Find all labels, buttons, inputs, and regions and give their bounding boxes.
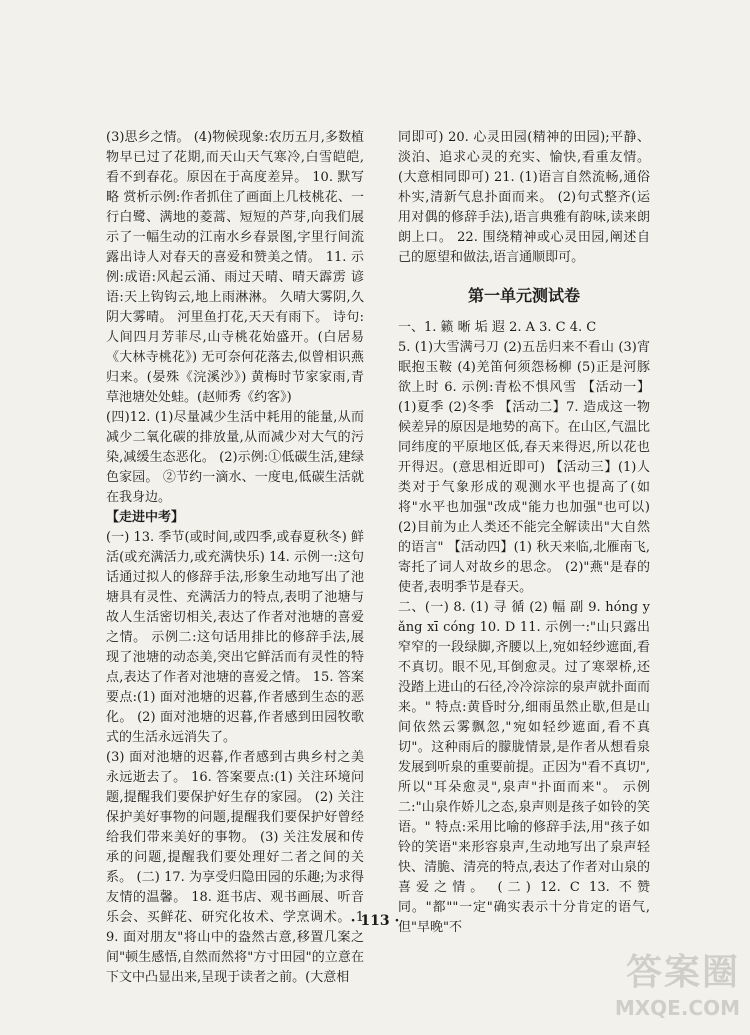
left-column xyxy=(106,128,364,988)
left-paragraph-4: (3) 面对池塘的迟暮,作者感到古典乡村之美永远逝去了。 16. 答案要点:(1) 关注环境问题,提醒我们要保护好生存的家园。 (2) 关注保护美好事物的问题,提醒我们要保护好曾经给我们带来美好的事物。 (3) 关注发展和传承的问题,提醒我们要处理好二者之间的关系。 (二) 17. 为享受归隐田园的乐趣;为求得友情的温馨。 18. 逛书店、观书画展、听音乐会、买鲜花、研究化妆术、学烹调术。 19. 面对朋友"将山中的盎然古意,移置几案之间"顿生感悟,自然而然将"方寸田园"的立意在下文中凸显出来,呈现于读者之前。(大意相 xyxy=(106,750,364,985)
right-paragraph-2: 5. (1)大雪满弓刀 (2)五岳归来不看山 (3)宵眠抱玉鞍 (4)羌笛何须怨杨柳 (5)正是河豚欲上时 6. 示例:青松不惧风雪 【活动一】(1)夏季 (2)冬季 【活动二】7. 造成这一物候差异的原因是地势的高下。在山区,气温比同纬度的平原地区低,春天来得迟,所以花也开得迟。(意思相近即可) 【活动三】(1)人类对于气象形成的观测水平也提高了(如将"水平也加强"改成"能力也加强"也可以) (2)目前为止人类还不能完全解读出"大自然的语言" 【活动四】(1) 秋天来临,北雁南飞,寄托了词人对故乡的思念。 (2)"燕"是春的使者,表明季节是春天。 xyxy=(398,340,650,595)
watermark-logo xyxy=(590,951,740,1029)
section-heading: 第一单元测试卷 xyxy=(467,286,580,305)
left-paragraph-1: (3)思乡之情。 (4)物候现象:农历五月,多数植物早已过了花期,而天山天气寒冷,白雪皑皑,看不到春花。原因在于高度差异。 10. 默写略 赏析示例:作者抓住了画面上几枝桃花、一行白鹭、满地的菱蒿、短短的芦芽,向我们展示了一幅生动的江南水乡春景图,字里行间流露出诗人对春天的喜爱和赞美之情。 11. 示例:成语:风起云涌、雨过天晴、晴天霹雳 谚语:天上钩钩云,地上雨淋淋。 久晴大雾阴,久阴大雾晴。 河里鱼打花,天天有雨下。 诗句:人间四月芳菲尽,山寺桃花始盛开。(白居易《大林寺桃花》) 无可奈何花落去,似曾相识燕归来。(晏殊《浣溪沙》) 黄梅时节家家雨,青草池塘处处蛙。(赵师秀《约客》) xyxy=(106,130,364,405)
right-paragraph-1: 一、1. 籁 晰 垢 遐 2. A 3. C 4. C xyxy=(398,320,597,335)
page-number: · 113 · xyxy=(350,913,400,929)
watermark-main: 答案圈 xyxy=(625,952,740,993)
section-label-zoujin-zhongkao: 【走进中考】 xyxy=(106,510,185,525)
right-paragraph-top: 同即可) 20. 心灵田园(精神的田园);平静、淡泊、追求心灵的充实、愉快,看重友情。(大意相同即可) 21. (1)语言自然流畅,通俗朴实,清新气息扑面而来。 (2)句式整齐(运用对偶的修辞手法),语言典雅有韵味,读来朗朗上口。 22. 围绕精神或心灵田园,阐述自己的愿望和做法,语言通顺即可。 xyxy=(398,130,650,265)
left-paragraph-3: (一) 13. 季节(或时间,或四季,或春夏秋冬) 鲜活(或充满活力,或充满快乐) 14. 示例一:这句话通过拟人的修辞手法,形象生动地写出了池塘具有灵性、充满活力的特点,表明了池塘与故人生活密切相关,表达了作者对池塘的喜爱之情。 示例二:这句话用排比的修辞手法,展现了池塘的动态美,突出它鲜活而有灵性的特点,表达了作者对池塘的喜爱之情。 15. 答案要点:(1) 面对池塘的迟暮,作者感到生态的恶化。 (2) 面对池塘的迟暮,作者感到田园牧歌式的生活永远消失了。 xyxy=(106,530,364,745)
watermark-sub: MXQE.COM xyxy=(614,996,740,1020)
right-paragraph-3: 二、(一) 8. (1) 寻 循 (2) 幅 副 9. hóng yǎng xī cóng 10. D 11. 示例一:"山只露出窄窄的一段绿脚,齐腰以上,宛如轻纱遮面,看不真切。眼不见,耳倒愈灵。过了寒翠桥,还没踏上进山的石径,冷冷淙淙的泉声就扑面而来。" 特点:黄昏时分,细雨虽然止歇,但是山间依然云雾飘忽,"宛如轻纱遮面,看不真切"。这种雨后的朦胧情景,是作者从想看泉发展到听泉的重要前提。正因为"看不真切",所以"耳朵愈灵",泉声"扑面而来"。 示例二:"山泉作娇儿之态,泉声则是孩子如铃的笑语。" 特点:采用比喻的修辞手法,用"孩子如铃的笑语"来形容泉声,生动地写出了泉声轻快、清脆、清亮的特点,表达了作者对山泉的喜爱之情。 (二) 12. C 13. 不赞同。"都""一定"确实表示十分肯定的语气,但"早晚"不 xyxy=(398,600,650,935)
right-column xyxy=(398,128,650,938)
left-paragraph-2: (四)12. (1)尽量减少生活中耗用的能量,从而减少二氧化碳的排放量,从而减少对大气的污染,减缓生态恶化。 (2)示例:①低碳生活,建绿色家园。 ②节约一滴水、一度电,低碳生活就在我身边。 xyxy=(106,410,364,505)
